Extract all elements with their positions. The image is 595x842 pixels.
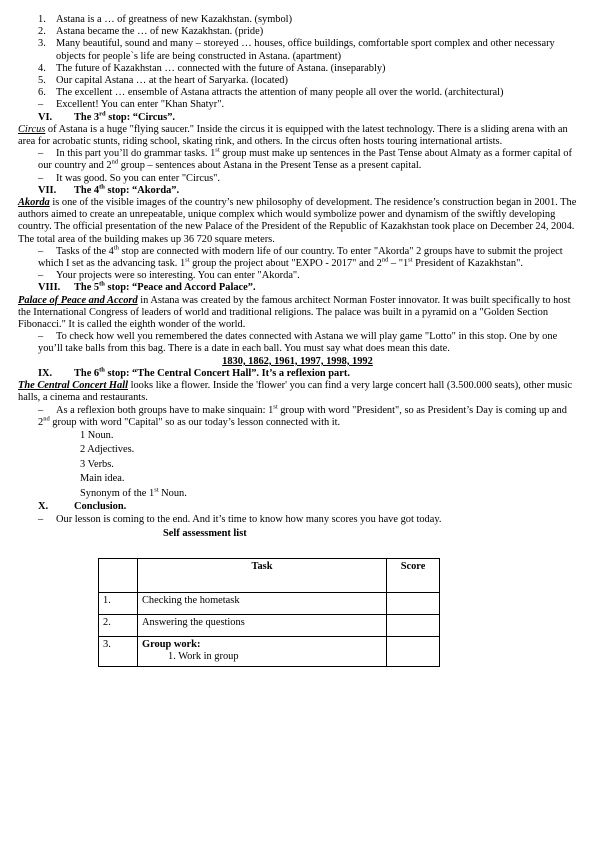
- paragraph-hall: The Central Concert Hall looks like a flower. Inside the 'flower' you can find a very large concert hall (3.500.000 seats), other music halls, a cinema and restaurants.: [18, 380, 573, 404]
- list-item: 2. Astana became the … of new Kazakhstan. (pride): [38, 26, 264, 38]
- paragraph-palace: Palace of Peace and Accord in Astana was created by the famous architect Norman Foster innovator. It was built specifically to host the International Congress of leaders of world and traditional religions. The palace was built in a pyramid on a "Golden Section Fibonacci." It is called the eighth wonder of the world.: [18, 294, 571, 331]
- sinquain-line: 3 Verbs.: [80, 458, 114, 470]
- task-paragraph: – In this part you’ll do grammar tasks. 1st group must make up sentences in the Past Tense about Almaty as a former capital of our country and 2nd group – sentences about Astana in the Present Tense as a present capital.: [38, 146, 572, 172]
- list-item: 4. The future of Kazakhstan … connected with the future of Astana. (inseparably): [38, 62, 386, 74]
- section-heading-x: X. Conclusion.: [38, 501, 127, 513]
- sinquain-line: 2 Adjectives.: [80, 444, 135, 456]
- self-assessment-table: [98, 558, 440, 667]
- dash-item: – Excellent! You can enter "Khan Shatyr".: [38, 99, 225, 111]
- section-heading-vii: VII. The 4th stop: “Akorda”.: [38, 183, 180, 196]
- sinquain-line: Synonym of the 1st Noun.: [80, 486, 187, 499]
- section-heading-viii: VIII. The 5th stop: “Peace and Accord Palace”.: [38, 281, 256, 294]
- section-heading-ix: IX. The 6th stop: “The Central Concert Hall”. It’s a reflexion part.: [38, 366, 350, 379]
- task-paragraph: – As a reflexion both groups have to make sinquain: 1st group with word "President", so as President’s Day is coming up and 2nd group with word "Capital" so as our today’s lesson connected with it.: [38, 403, 567, 428]
- sinquain-line: Main idea.: [80, 473, 125, 485]
- self-assessment-title: Self assessment list: [163, 527, 247, 539]
- list-item: 5. Our capital Astana … at the heart of Saryarka. (located): [38, 75, 288, 87]
- paragraph-akorda: Akorda is one of the visible images of the country’s new philosophy of development. The residence’s construction began in 2001. The authors aimed to create an unrepeatable, unique complex which would symbolize power and dynamism of the swiftly developing country. The official presentation of the new Palace of the President of the Republic of Kazakhstan took place on December 24, 2004. The total area of the building makes up 36 720 square meters.: [18, 197, 577, 245]
- table-row: 1. Checking the hometask: [99, 593, 440, 615]
- task-paragraph: – Tasks of the 4th stop are connected with modern life of our country. To enter "Akorda" 2 groups have to submit the project which I set as the advancing task. 1st group the project about "EXPO - 2017" and 2nd – "1st President of Kazakhstan".: [38, 244, 563, 270]
- task-paragraph: – To check how well you remembered the dates connected with Astana we will play game "Lotto" in this stop. One by one you’ll take balls from this bag. There is a date in each ball. You must say what does mean this date.: [38, 331, 558, 355]
- list-item: 1. Astana is a … of greatness of new Kazakhstan. (symbol): [38, 14, 293, 25]
- list-item: 6. The excellent … ensemble of Astana attracts the attention of many people all over the world. (architectural): [38, 87, 504, 99]
- list-item: 3. Many beautiful, sound and many – storeyed … houses, office buildings, comfortable sport complex and other necessary objects for people`s life are being constructed in Astana. (apartment): [38, 38, 555, 62]
- paragraph-circus: Circus of Astana is a huge "flying saucer." Inside the circus it is equipped with the latest technology. There is a sliding arena with an area for acrobatic stunts, riding school, skating rink, and others. In the circus often hosts touring international artists.: [18, 123, 568, 148]
- section-heading-vi: VI. The 3rd stop: “Circus”.: [38, 110, 175, 123]
- table-row: 2. Answering the questions: [99, 615, 440, 637]
- dash-item: – Our lesson is coming to the end. And it’s time to know how many scores you have got today.: [38, 513, 442, 525]
- dates-list: 1830, 1862, 1961, 1997, 1998, 1992: [222, 355, 373, 367]
- table-row: 3. Group work: 1. Work in group: [99, 637, 440, 667]
- table-header-row: [99, 559, 440, 593]
- dash-item: – Your projects were so interesting. You can enter "Akorda".: [38, 270, 300, 282]
- dash-item: – It was good. So you can enter "Circus".: [38, 172, 221, 184]
- sinquain-line: 1 Noun.: [80, 429, 114, 441]
- table-header-task: Task: [138, 559, 387, 593]
- table-header-score: Score: [387, 559, 440, 593]
